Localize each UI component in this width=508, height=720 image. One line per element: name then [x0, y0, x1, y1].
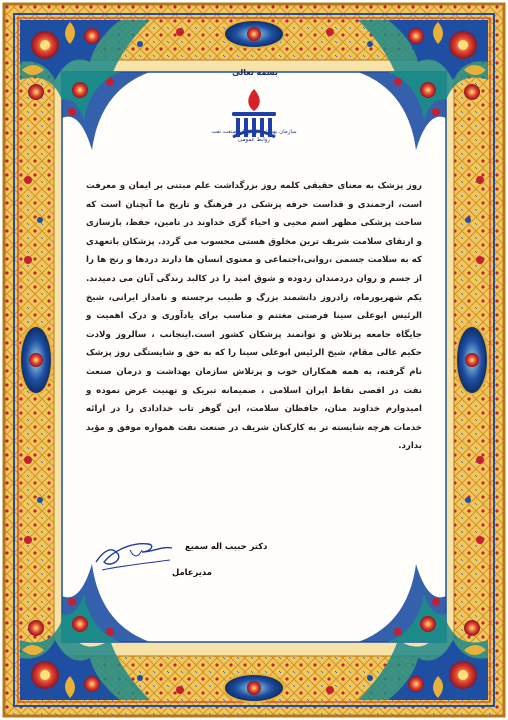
handwritten-signature [90, 532, 180, 580]
logo-caption-line2: روابط عمومی [237, 137, 271, 143]
logo-caption [198, 128, 310, 144]
bismillah-heading: بسمه تعالی [232, 68, 278, 77]
logo-caption-line1: سازمان بهداشت و درمان صنعت نفت [211, 129, 297, 135]
signatory-title: مدیرعامل [172, 567, 212, 577]
signatory-name: دکتر حبیب اله سمیع [185, 541, 268, 551]
letter-body: روز پزشک به معنای حقیقی کلمه روز بزرگداشت علم مبتنی بر ایمان و معرفت است، ارجمندی و قداست حرفه پزشکی در فرهنگ و تاریخ ما آنچنان است که ساحت پزشکی مظهر اسم محیی و احیاء گری خداوند در تامین، حفظ، بازسازی و ارتقای سلامت شریف ترین مخلوق هستی محسوب می گردد. پزشکان باتعهدی که به سلامت جسمی ،روانی،اجتماعی و معنوی انسان ها دارند دردها و رنج ها را از جسم و روان دردمندان زدوده و شوق امید را در کالبد زندگی آنان می دمیدند. یکم شهریورماه، زادروز دانشمند بزرگ و طبیب برجسته و نامدار ایرانی، شیخ الرئیس ابوعلی سینا فرصتی مغتنم و مناسب برای یادآوری و درک اهمیت و جایگاه جامعه پرتلاش و توانمند پزشکان کشور است.اینجانب ، سالروز ولادت حکیم عالی مقام، شیخ الرئیس ابوعلی سینا را که به حق و شایستگی روز پزشک نام گرفته، به همه همکاران خوب و پرتلاش سازمان بهداشت و درمان صنعت نفت در اقصی نقاط ایران اسلامی ، صمیمانه تبریک و تهنیت عرض نموده و امیدوارم خداوند منان، حافظان سلامت، این گوهر تاب خدادادی را در ارائه خدمات هرچه شایسته تر به کارکنان شریف در صنعت نفت همواره موفق و مؤید بدارد. [86, 181, 422, 452]
